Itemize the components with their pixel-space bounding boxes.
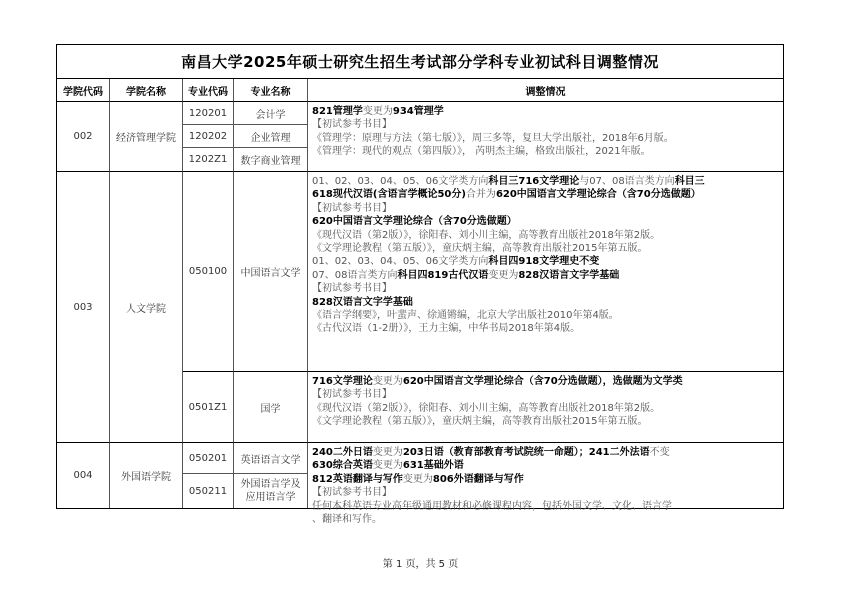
reference-book: 《现代汉语（第2版）》，徐阳春、刘小川主编，高等教育出版社2018年第2版。 xyxy=(312,402,661,414)
page-title: 南昌大学2025年硕士研究生招生考试部分学科专业初试科目调整情况 xyxy=(57,45,783,79)
adjustment-line: 821管理学变更为934管理学 xyxy=(312,106,444,117)
adjustment-line: 01、02、03、04、05、06文学类方向科目三716文学理论与07、08语言类方向科目三 xyxy=(312,176,705,187)
major-code-cell: 1202Z1 xyxy=(183,148,234,172)
reference-book: 《语言学纲要》，叶蜚声、徐通锵编，北京大学出版社2010年第4版。 xyxy=(312,310,619,322)
major-code-cell: 0501Z1 xyxy=(183,372,234,443)
reference-book: 《文学理论教程（第五版）》，童庆炳主编，高等教育出版社2015年第五版。 xyxy=(312,243,648,255)
reference-book: 《管理学：现代的观点（第四版）》， 芮明杰主编，格致出版社，2021年版。 xyxy=(312,146,651,158)
reference-books-label: 【初试参考书目】 xyxy=(312,119,392,131)
major-code-cell: 050201 xyxy=(183,443,234,474)
adjustment-cell xyxy=(308,172,783,372)
table-grid xyxy=(57,79,783,526)
college-name-cell: 外国语学院 xyxy=(110,443,183,508)
adjustment-line: 240二外日语变更为203日语（教育部教育考试院统一命题）；241二外法语不变 xyxy=(312,447,670,458)
reference-book: 《古代汉语（1-2册）》，王力主编，中华书局2018年第4版。 xyxy=(312,323,581,335)
adjustment-line: 716文学理论变更为620中国语言文学理论综合（含70分选做题），选做题为文学类 xyxy=(312,376,683,387)
major-name-cell: 英语语言文学 xyxy=(234,443,308,474)
header-adjustment: 调整情况 xyxy=(308,79,783,102)
reference-books-label: 【初试参考书目】 xyxy=(312,283,392,295)
major-name-cell: 企业管理 xyxy=(234,125,308,148)
subject-name: 620中国语言文学理论综合（含70分选做题） xyxy=(312,216,517,228)
header-college-code: 学院代码 xyxy=(57,79,110,102)
major-name-cell: 会计学 xyxy=(234,102,308,125)
major-name-cell: 数字商业管理 xyxy=(234,148,308,172)
major-code-cell: 120202 xyxy=(183,125,234,148)
major-name-cell: 外国语言学及应用语言学 xyxy=(234,474,308,508)
college-name-cell: 经济管理学院 xyxy=(110,102,183,172)
major-name-cell: 中国语言文学 xyxy=(234,172,308,372)
reference-note: 任何本科英语专业高年级通用教材和必修课程内容，包括外国文学、文化、语言学 xyxy=(312,500,672,512)
major-code-cell: 050211 xyxy=(183,474,234,508)
reference-book: 《管理学：原理与方法（第七版）》，周三多等，复旦大学出版社，2018年6月版。 xyxy=(312,132,674,144)
major-code-cell: 050100 xyxy=(183,172,234,372)
reference-books-label: 【初试参考书目】 xyxy=(312,487,392,499)
adjustment-cell xyxy=(308,443,783,526)
college-code-cell: 004 xyxy=(57,443,110,508)
reference-books-label: 【初试参考书目】 xyxy=(312,202,392,214)
adjustment-line: 618现代汉语(含语言学概论50分)合并为620中国语言文学理论综合（含70分选做题） xyxy=(312,189,701,201)
college-code-cell: 002 xyxy=(57,102,110,172)
adjustment-line: 07、08语言类方向科目四819古代汉语变更为828汉语言文字学基础 xyxy=(312,269,620,281)
page-footer: 第 1 页，共 5 页 xyxy=(382,559,459,570)
reference-book: 《文学理论教程（第五版）》，童庆炳主编，高等教育出版社2015年第五版。 xyxy=(312,416,648,428)
reference-books-label: 【初试参考书目】 xyxy=(312,389,392,401)
adjustment-cell xyxy=(308,102,783,172)
major-name-cell: 国学 xyxy=(234,372,308,443)
adjustment-line: 630综合英语变更为631基础外语 xyxy=(312,460,464,472)
reference-note: 、翻译和写作。 xyxy=(312,514,382,526)
adjustment-table xyxy=(56,44,784,526)
adjustment-line: 812英语翻译与写作变更为806外语翻译与写作 xyxy=(312,473,524,485)
adjustment-line: 01、02、03、04、05、06文学类方向科目四918文学理史不变 xyxy=(312,256,600,268)
college-name-cell: 人文学院 xyxy=(110,172,183,443)
adjustment-cell xyxy=(308,372,783,443)
header-major-code: 专业代码 xyxy=(183,79,234,102)
major-code-cell: 120201 xyxy=(183,102,234,125)
subject-name: 828汉语言文字学基础 xyxy=(312,296,413,308)
reference-book: 《现代汉语（第2版）》，徐阳春、刘小川主编，高等教育出版社2018年第2版。 xyxy=(312,229,661,241)
header-college-name: 学院名称 xyxy=(110,79,183,102)
college-code-cell: 003 xyxy=(57,172,110,443)
header-major-name: 专业名称 xyxy=(234,79,308,102)
